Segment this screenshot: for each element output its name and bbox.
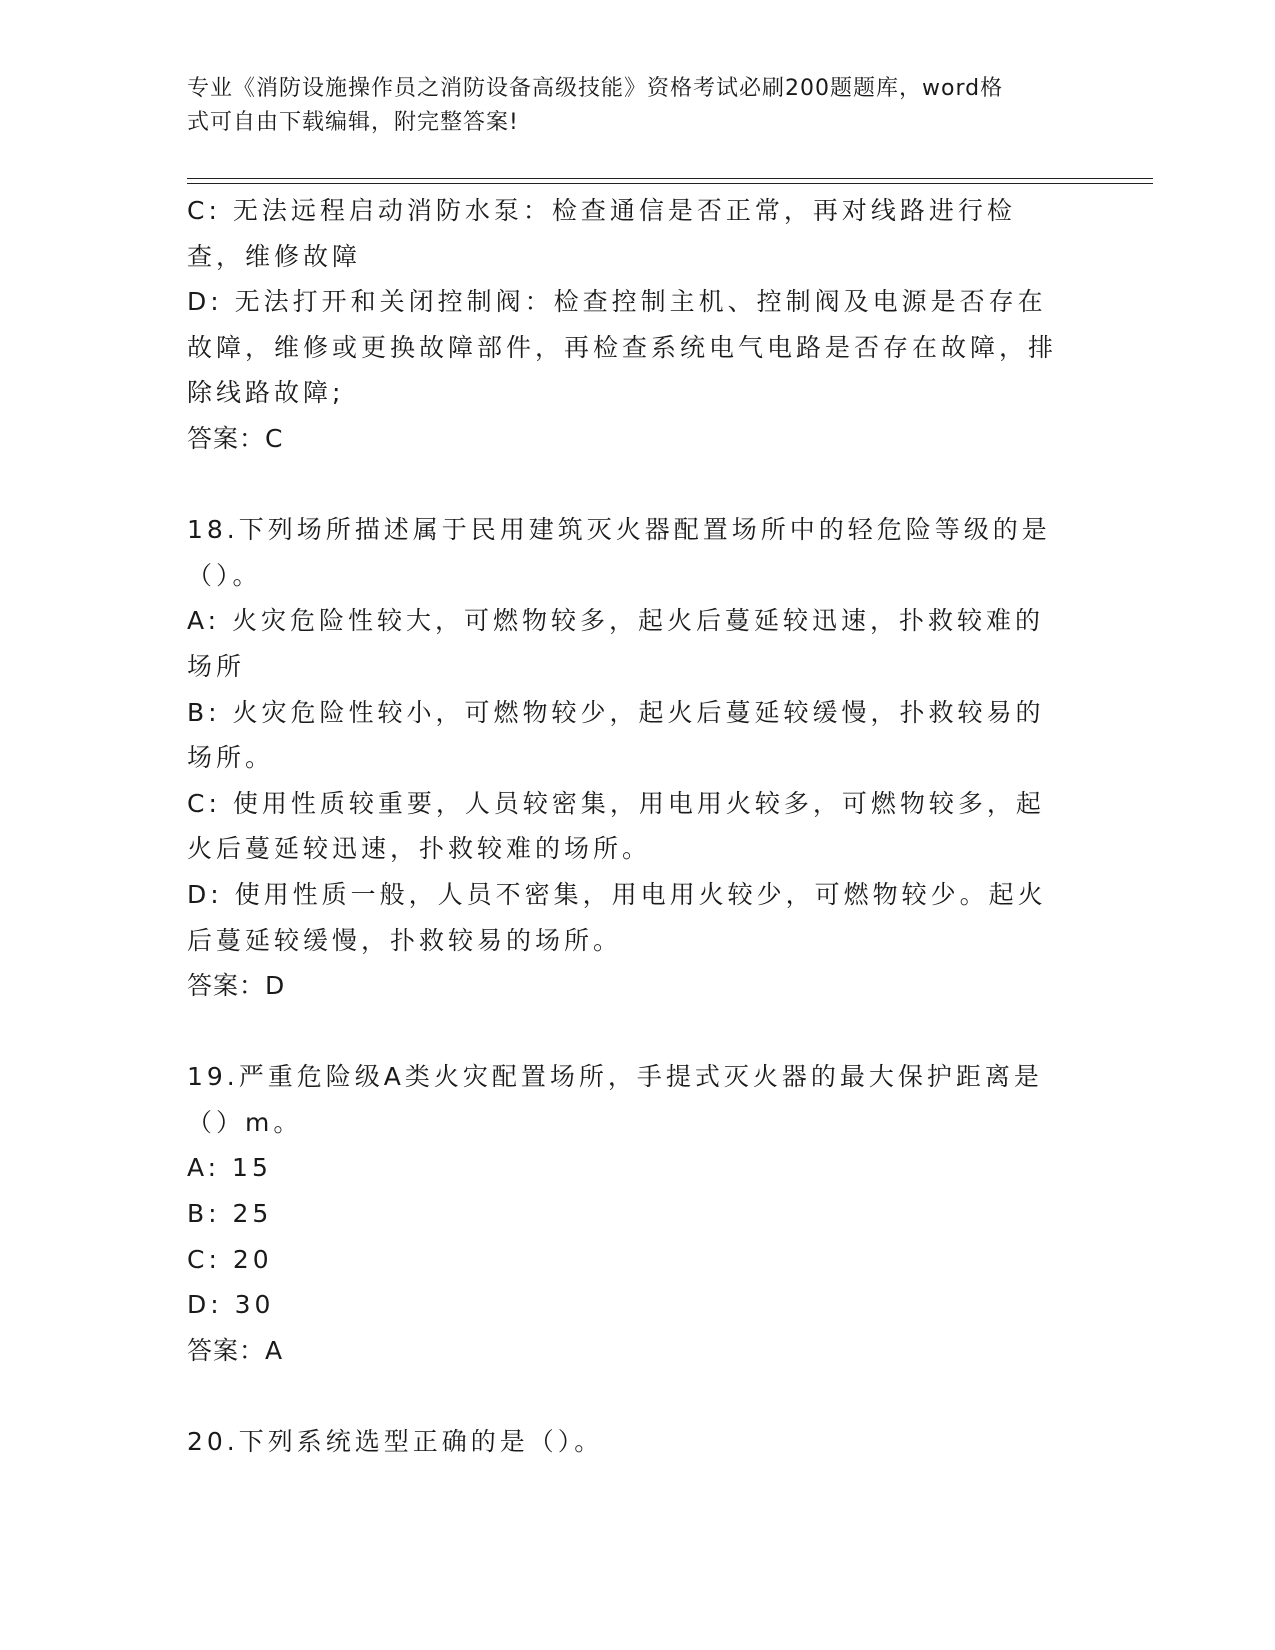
spacer <box>187 1373 1067 1419</box>
document-header <box>187 72 1067 140</box>
q19-option-a: A: 15 <box>187 1153 272 1183</box>
spacer <box>187 1009 1067 1055</box>
q18-option-d: D: 使用性质一般，人员不密集，用电用火较少，可燃物较少。起火后蔓延较缓慢，扑救较易的场所。 <box>187 879 1047 955</box>
q17-option-c: C: 无法远程启动消防水泵：检查通信是否正常，再对线路进行检查，维修故障 <box>187 196 1016 271</box>
header-line-1: 专业《消防设施操作员之消防设备高级技能》资格考试必刷200题题库，word格 <box>187 76 1004 101</box>
q18-answer: 答案：D <box>187 971 286 1001</box>
q18-option-b: B: 火灾危险性较小，可燃物较少，起火后蔓延较缓慢，扑救较易的场所。 <box>187 697 1045 773</box>
q17-option-d: D: 无法打开和关闭控制阀：检查控制主机、控制阀及电源是否存在故障，维修或更换故障部件，再检查系统电气电路是否存在故障，排除线路故障; <box>187 287 1058 408</box>
q19-answer: 答案：A <box>187 1335 284 1365</box>
q20-question: 20.下列系统选型正确的是（）。 <box>187 1427 604 1457</box>
header-rule-top <box>187 178 1153 179</box>
q19-option-b: B: 25 <box>187 1199 273 1229</box>
question-content <box>187 188 1067 1465</box>
q18-option-a: A: 火灾危险性较大，可燃物较多，起火后蔓延较迅速，扑救较难的场所 <box>187 606 1045 681</box>
q18-option-c: C: 使用性质较重要，人员较密集，用电用火较多，可燃物较多，起火后蔓延较迅速，扑救较难的场所。 <box>187 788 1045 864</box>
q19-option-d: D: 30 <box>187 1290 275 1320</box>
q18-question: 18.下列场所描述属于民用建筑灭火器配置场所中的轻危险等级的是（）。 <box>187 515 1051 590</box>
header-line-2: 式可自由下载编辑，附完整答案! <box>187 110 519 135</box>
q19-option-c: C: 20 <box>187 1244 273 1274</box>
q17-answer: 答案：C <box>187 423 284 453</box>
spacer <box>187 462 1067 508</box>
q19-question: 19.严重危险级A类火灾配置场所，手提式灭火器的最大保护距离是（）m。 <box>187 1062 1043 1137</box>
header-rule-bottom <box>187 183 1153 184</box>
